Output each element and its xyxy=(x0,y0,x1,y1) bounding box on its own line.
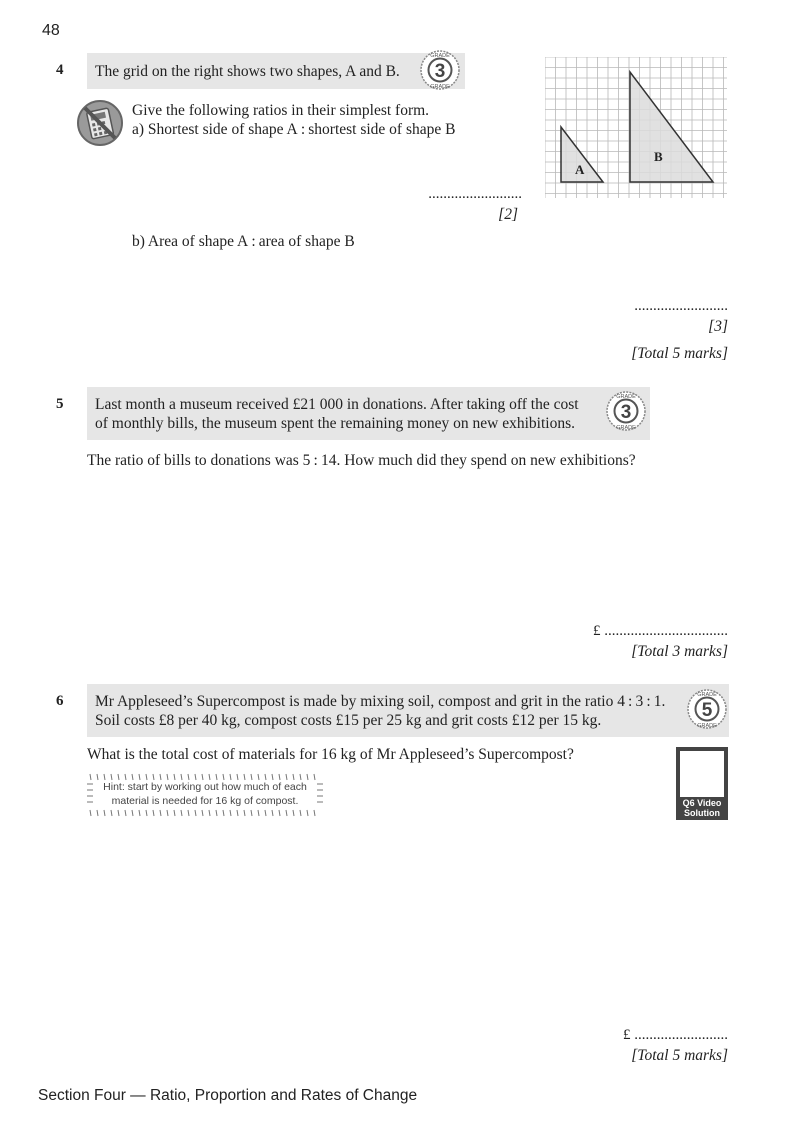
q6-total-marks: [Total 5 marks] xyxy=(631,1047,728,1064)
q5-prompt-box xyxy=(87,387,650,440)
shape-a-label: A xyxy=(575,162,585,177)
q6-video-label[interactable] xyxy=(676,797,728,820)
q4-grade-value: 3 xyxy=(434,61,446,82)
q4-prompt: The grid on the right shows two shapes, A and B. xyxy=(95,63,400,80)
q6-prompt-line1: Mr Appleseed’s Supercompost is made by mixing soil, compost and grit in the ratio 4 : 3 : 1. xyxy=(95,693,666,710)
q6-answer[interactable]: £ ......................... xyxy=(623,1027,728,1043)
q6-grade-badge xyxy=(686,688,728,730)
q5-answer[interactable]: £ ................................. xyxy=(593,623,728,639)
q5-number: 5 xyxy=(56,396,64,412)
q6-hint-box xyxy=(86,771,324,819)
q4-prompt-box xyxy=(87,53,465,89)
q6-video-label-line1: Q6 Video xyxy=(682,798,722,808)
q5-prompt-line1: Last month a museum received £21 000 in donations. After taking off the cost xyxy=(95,396,579,413)
q6-question: What is the total cost of materials for 16 kg of Mr Appleseed’s Supercompost? xyxy=(87,746,574,763)
q6-prompt-line2: Soil costs £8 per 40 kg, compost costs £15 per 25 kg and grit costs £12 per 15 kg. xyxy=(95,712,602,729)
grade-label-top: GRADE xyxy=(616,394,636,400)
q6-hint-line2: material is needed for 16 kg of compost. xyxy=(111,795,299,807)
q4-answer-b[interactable]: ......................... xyxy=(634,298,728,314)
q4-number: 4 xyxy=(56,62,64,78)
q4-answer-a[interactable]: ......................... xyxy=(428,186,522,202)
shape-b-label: B xyxy=(654,149,663,164)
q4-total-marks: [Total 5 marks] xyxy=(631,345,728,362)
page-footer: Section Four — Ratio, Proportion and Rates of Change xyxy=(38,1087,418,1104)
q5-total-marks: [Total 3 marks] xyxy=(631,643,728,660)
q6-number: 6 xyxy=(56,693,64,709)
q5-prompt-line2: of monthly bills, the museum spent the remaining money on new exhibitions. xyxy=(95,415,576,432)
grade-label-bottom: GRADE xyxy=(430,84,450,90)
q5-grade-badge xyxy=(605,390,647,432)
q6-hint-line1: Hint: start by working out how much of each xyxy=(103,781,307,793)
no-calculator-icon xyxy=(76,99,124,152)
q6-prompt-box xyxy=(87,684,729,737)
shape-grid xyxy=(545,57,730,204)
q4-marks-b: [3] xyxy=(708,318,728,335)
q6-video-qr-code[interactable] xyxy=(676,747,728,801)
page-number: 48 xyxy=(42,22,60,39)
grade-label-top: GRADE xyxy=(697,692,717,698)
grade-label-bottom: GRADE xyxy=(697,723,717,729)
q4-part-a: a) Shortest side of shape A : shortest side of shape B xyxy=(132,121,456,138)
q4-grade-badge xyxy=(419,49,461,91)
q6-grade-value: 5 xyxy=(701,700,713,721)
q5-grade-value: 3 xyxy=(620,402,632,423)
q4-part-b: b) Area of shape A : area of shape B xyxy=(132,233,355,250)
q5-question: The ratio of bills to donations was 5 : 14. How much did they spend on new exhibitions? xyxy=(87,452,636,469)
grade-label-top: GRADE xyxy=(430,53,450,59)
grade-label-bottom: GRADE xyxy=(616,425,636,431)
q4-marks-a: [2] xyxy=(498,206,518,223)
q6-video-label-line2: Solution xyxy=(684,808,720,818)
q4-instruction: Give the following ratios in their simplest form. xyxy=(132,102,430,119)
